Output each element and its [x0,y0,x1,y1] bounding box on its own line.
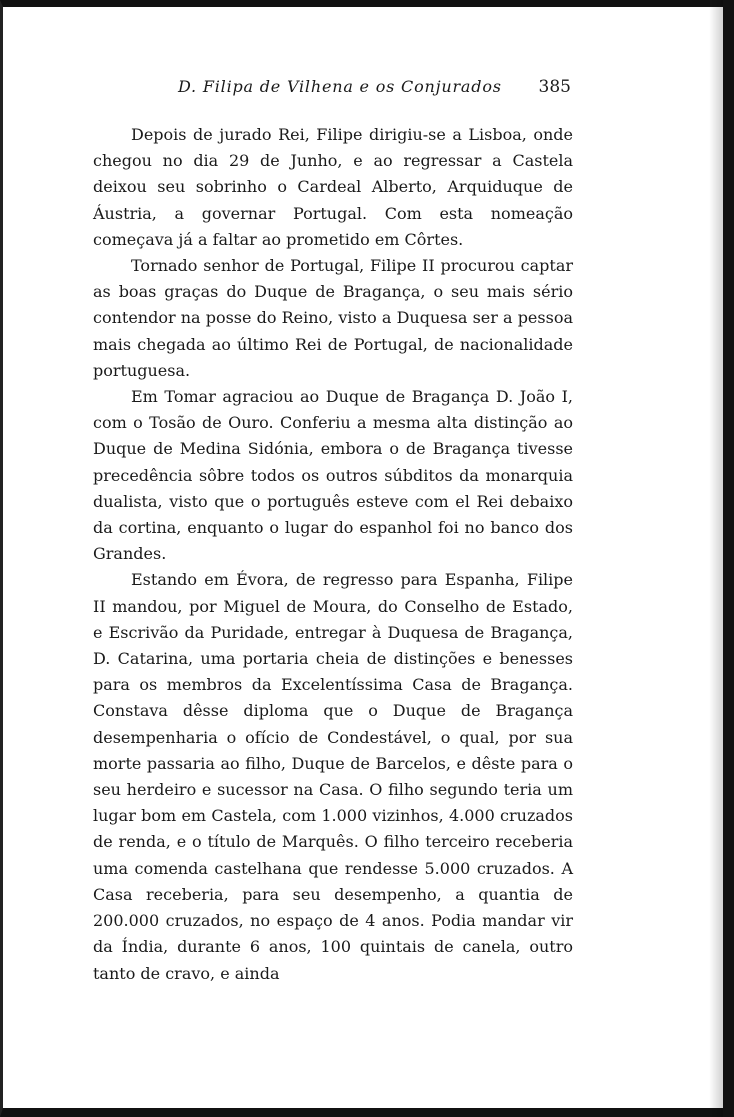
paragraph: Tornado senhor de Portugal, Filipe II procurou captar as boas graças do Duque de Bragança, o seu mais sério contendor na posse do Reino, visto a Duquesa ser a pessoa mais chegada ao último Rei de Portugal, de nacionalidade portuguesa. [93,256,573,380]
paragraph: Depois de jurado Rei, Filipe dirigiu-se a Lisboa, onde chegou no dia 29 de Junho, e ao regressar a Castela deixou seu sobrinho o Cardeal Alberto, Arquiduque de Áustria, a governar Portugal. Com esta nomeação começava já a faltar ao prometido em Côrtes. [93,125,573,249]
body-text [93,122,573,987]
page-number: 385 [538,77,571,97]
paragraph: Em Tomar agraciou ao Duque de Bragança D. João I, com o Tosão de Ouro. Conferiu a mesma alta distinção ao Duque de Medina Sidónia, embora o de Bragança tivesse precedência sôbre todos os outros súbditos da monarquia dualista, visto que o português esteve com el Rei debaixo da cortina, enquanto o lugar do espanhol foi no banco dos Grandes. [93,387,573,564]
page-header [150,77,574,101]
paragraph: Estando em Évora, de regresso para Espanha, Filipe II mandou, por Miguel de Moura, do Conselho de Estado, e Escrivão da Puridade, entregar à Duquesa de Bragança, D. Catarina, uma portaria cheia de distinções e benesses para os membros da Excelentíssima Casa de Bragança. Constava dêsse diploma que o Duque de Bragança desempenharia o ofício de Condestável, o qual, por sua morte passaria ao filho, Duque de Barcelos, e dêste para o seu herdeiro e sucessor na Casa. O filho segundo teria um lugar bom em Castela, com 1.000 vizinhos, 4.000 cruzados de renda, e o título de Marquês. O filho terceiro receberia uma comenda castelhana que rendesse 5.000 cruzados. A Casa receberia, para seu desempenho, a quantia de 200.000 cruzados, no espaço de 4 anos. Podia mandar vir da Índia, durante 6 anos, 100 quintais de canela, outro tanto de cravo, e ainda [93,570,573,983]
running-title: D. Filipa de Vilhena e os Conjurados [178,77,502,96]
page-edge-shadow [709,0,723,1117]
